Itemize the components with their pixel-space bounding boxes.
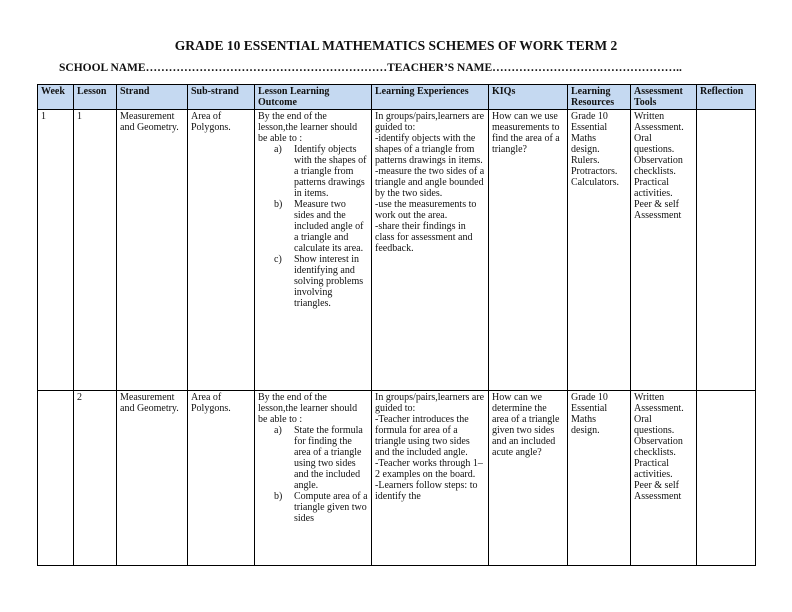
header-strand: Strand [117,85,188,110]
week-cell [38,391,74,566]
substrand-value: Area of Polygons. [191,111,231,133]
outcome-text: Identify objects with the shapes of a triangle from patterns drawings in items. [294,144,367,199]
reflection-cell [697,391,756,566]
header-resources: Learning Resources [568,85,631,110]
assessment-item: Oral questions. [634,414,675,436]
outcome-item [274,425,368,491]
experience-line: -Teacher works through 1–2 examples on the board. [375,458,483,480]
table-row [38,391,756,566]
header-lesson: Lesson [74,85,117,110]
lesson-cell [74,391,117,566]
reflection-cell [697,110,756,391]
outcome-intro: By the end of the lesson,the learner should be able to : [258,392,358,425]
kiq-cell [489,110,568,391]
lesson-value: 1 [77,111,82,122]
experience-line: -use the measurements to work out the area. [375,199,477,221]
experience-line: In groups/pairs,learners are guided to: [375,111,485,133]
outcome-marker: a) [274,144,282,155]
assessment-item: Oral questions. [634,133,675,155]
resource-item: Protractors. [571,166,618,177]
experience-line: -Learners follow steps: to identify the [375,480,478,502]
strand-cell [117,391,188,566]
assessment-item: Peer & self Assessment [634,199,682,221]
outcome-intro: By the end of the lesson,the learner should be able to : [258,111,358,144]
substrand-value: Area of Polygons. [191,392,231,414]
school-teacher-name-line: SCHOOL NAME………………………………………………………TEACHER’S NAME………………………………………….. [59,62,682,74]
kiq-value: How can we determine the area of a triangle given two sides and an included acute angle? [492,392,560,458]
resource-item: Rulers. [571,155,600,166]
strand-value: Measurement and Geometry. [120,392,179,414]
outcome-marker: b) [274,199,283,210]
outcome-item [274,254,368,309]
resource-item: Grade 10 Essential Maths design. [571,111,608,155]
header-reflection: Reflection [697,85,756,110]
assessment-item: Written Assessment. [634,111,684,133]
resources-cell [568,110,631,391]
table-row [38,110,756,391]
kiq-value: How can we use measurements to find the area of a triangle? [492,111,560,155]
outcome-marker: a) [274,425,282,436]
experiences-cell [372,391,489,566]
strand-cell [117,110,188,391]
assessment-item: Observation checklists. [634,436,683,458]
assessment-item: Practical activities. [634,458,673,480]
header-kiqs: KIQs [489,85,568,110]
experience-line: In groups/pairs,learners are guided to: [375,392,485,414]
experiences-cell [372,110,489,391]
lesson-value: 2 [77,392,82,403]
strand-value: Measurement and Geometry. [120,111,179,133]
table-header-row [38,85,756,110]
substrand-cell [188,391,255,566]
assessment-item: Peer & self Assessment [634,480,682,502]
header-outcome: Lesson Learning Outcome [255,85,372,110]
outcome-cell [255,391,372,566]
experience-line: -Teacher introduces the formula for area of a triangle using two sides and the included angle. [375,414,470,458]
outcome-text: Measure two sides and the included angle of a triangle and calculate its area. [294,199,364,254]
outcome-item [274,199,368,254]
page-title: GRADE 10 ESSENTIAL MATHEMATICS SCHEMES OF WORK TERM 2 [174,38,618,53]
week-cell [38,110,74,391]
assessment-item: Practical activities. [634,177,673,199]
outcome-marker: c) [274,254,282,265]
outcome-item [274,144,368,199]
outcome-item [274,491,368,524]
outcome-text: Show interest in identifying and solving problems involving triangles. [294,254,364,309]
header-assessment: Assessment Tools [631,85,697,110]
week-value: 1 [41,111,46,122]
header-experiences: Learning Experiences [372,85,489,110]
lesson-cell [74,110,117,391]
scheme-of-work-table [37,84,756,566]
outcome-text: Compute area of a triangle given two sides [294,491,368,524]
resource-item: Calculators. [571,177,620,188]
assessment-item: Observation checklists. [634,155,683,177]
resource-item: Grade 10 Essential Maths design. [571,392,608,436]
resources-cell [568,391,631,566]
experience-line: -identify objects with the shapes of a triangle from patterns drawings in items. [375,133,483,166]
assessment-cell [631,391,697,566]
experience-line: -share their findings in class for assessment and feedback. [375,221,473,254]
substrand-cell [188,110,255,391]
assessment-cell [631,110,697,391]
header-week: Week [38,85,74,110]
kiq-cell [489,391,568,566]
outcome-text: State the formula for finding the area of a triangle using two sides and the included angle. [294,425,363,491]
assessment-item: Written Assessment. [634,392,684,414]
outcome-cell [255,110,372,391]
outcome-marker: b) [274,491,283,502]
header-substrand: Sub-strand [188,85,255,110]
experience-line: -measure the two sides of a triangle and angle bounded by the two sides. [375,166,485,199]
